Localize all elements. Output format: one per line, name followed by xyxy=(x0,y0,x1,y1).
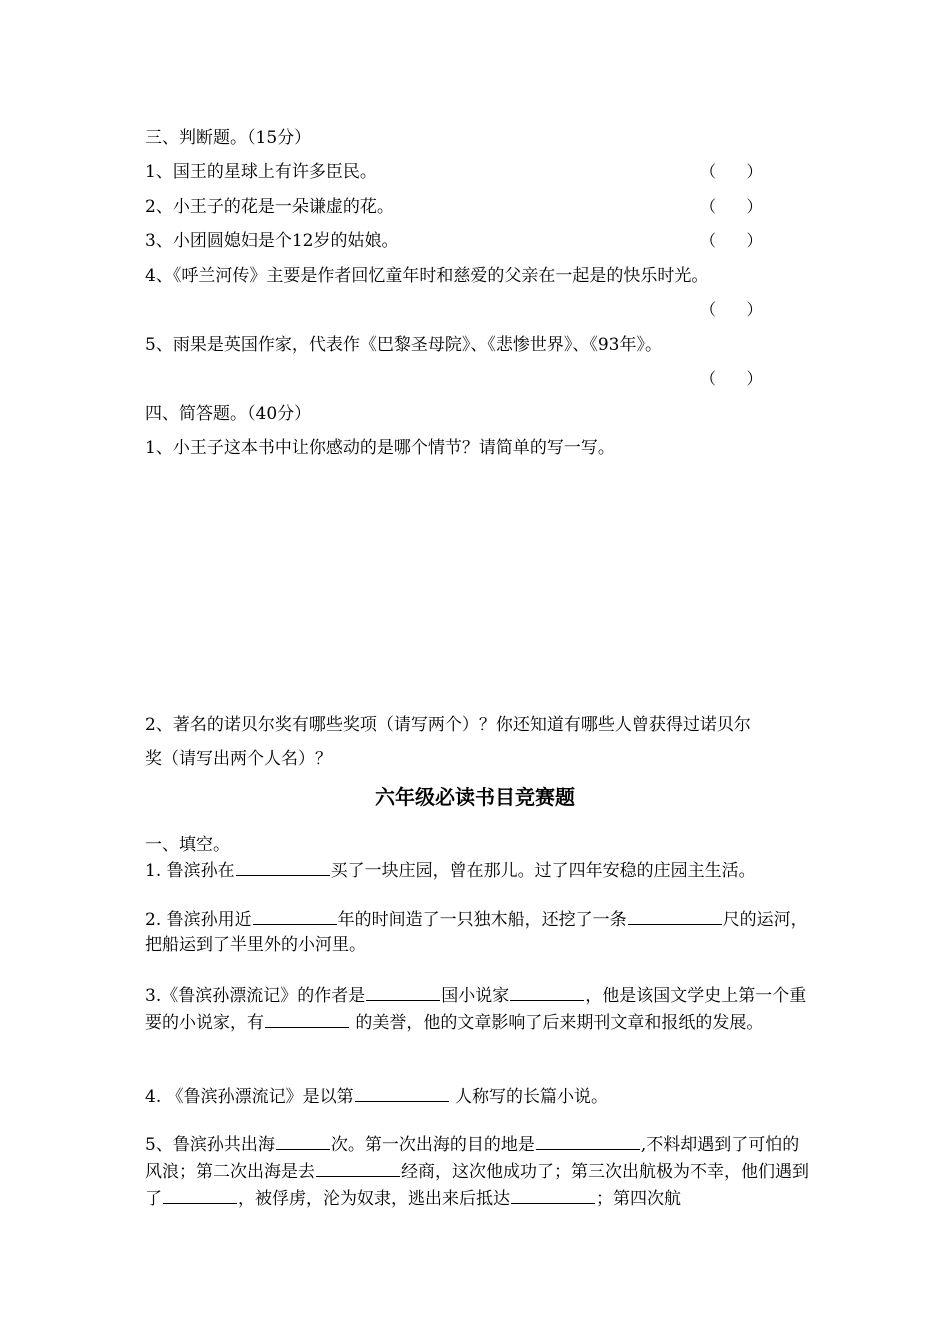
answer-blank[interactable] xyxy=(366,982,440,1001)
answer-blank[interactable] xyxy=(236,857,330,876)
fill-question-1 xyxy=(145,857,810,884)
answer-blank[interactable] xyxy=(355,1083,449,1102)
fill-question-2-text-a: 2. 鲁滨孙用近 xyxy=(145,910,252,930)
answer-blank[interactable] xyxy=(511,1185,595,1204)
fill-question-2 xyxy=(145,906,810,958)
short-answer-question-1: 1、小王子这本书中让你感动的是哪个情节？请简单的写一写。 xyxy=(145,438,615,458)
fill-question-3-text-a: 3.《鲁滨孙漂流记》的作者是 xyxy=(145,986,366,1006)
fill-question-4 xyxy=(145,1083,810,1110)
fill-question-2-text-c: 尺的运河，把船运到了半里外的小河里。 xyxy=(145,910,808,955)
fill-question-1-text-a: 1. 鲁滨孙在 xyxy=(145,861,235,881)
fill-question-3-text-b: 国小说家 xyxy=(441,986,510,1006)
fill-question-1-text-b: 买了一块庄园，曾在那儿。过了四年安稳的庄园主生活。 xyxy=(330,861,756,881)
fill-question-5-text-f: ；第四次航 xyxy=(596,1189,681,1209)
answer-blank[interactable] xyxy=(628,906,722,925)
fill-question-5-text-a: 5、鲁滨孙共出海 xyxy=(145,1135,275,1155)
tf-answer-box-5[interactable]: （ ） xyxy=(700,369,763,388)
tf-answer-box-4[interactable]: （ ） xyxy=(700,300,763,319)
tf-question-1: 1、国王的星球上有许多臣民。 xyxy=(145,162,377,182)
fill-question-5-text-b: 次。第一次出海的目的地是 xyxy=(330,1135,535,1155)
tf-question-3: 3、小团圆媳妇是个12岁的姑娘。 xyxy=(145,231,399,251)
fill-question-4-text-b: 人称写的长篇小说。 xyxy=(449,1087,609,1107)
answer-blank[interactable] xyxy=(536,1131,640,1150)
section4-heading: 四、简答题。（40分） xyxy=(145,404,312,424)
answer-blank[interactable] xyxy=(276,1131,330,1150)
fill-question-5-text-c: ,不料却遇到了可怕的风浪；第二次出海是去 xyxy=(145,1135,800,1182)
short-answer-question-2-line2: 奖（请写出两个人名）？ xyxy=(145,749,332,769)
tf-question-4: 4、《呼兰河传》主要是作者回忆童年时和慈爱的父亲在一起是的快乐时光。 xyxy=(145,266,709,286)
answer-blank[interactable] xyxy=(163,1185,237,1204)
fill-question-5 xyxy=(145,1131,810,1212)
fill-question-3-text-d: 的美誉，他的文章影响了后来期刊文章和报纸的发展。 xyxy=(350,1013,764,1033)
fill-in-section-heading: 一、填空。 xyxy=(145,835,230,855)
fill-question-5-text-e: ，被俘虏，沦为奴隶，逃出来后抵达 xyxy=(238,1189,510,1209)
tf-answer-box-3[interactable]: （ ） xyxy=(700,231,763,250)
tf-answer-box-2[interactable]: （ ） xyxy=(700,197,763,216)
tf-question-5: 5、雨果是英国作家，代表作《巴黎圣母院》、《悲惨世界》、《93年》。 xyxy=(145,335,662,355)
tf-answer-box-1[interactable]: （ ） xyxy=(700,162,763,181)
answer-blank[interactable] xyxy=(265,1009,349,1028)
fill-question-4-text-a: 4. 《鲁滨孙漂流记》是以第 xyxy=(145,1087,354,1107)
answer-blank[interactable] xyxy=(253,906,337,925)
tf-question-2: 2、小王子的花是一朵谦虚的花。 xyxy=(145,197,394,217)
answer-blank[interactable] xyxy=(510,982,584,1001)
fill-question-5-text-d: 经商，这次他成功了；第三次出航极为不幸，他们遇到了 xyxy=(145,1162,809,1209)
short-answer-question-2-line1: 2、著名的诺贝尔奖有哪些奖项（请写两个）？你还知道有哪些人曾获得过诺贝尔 xyxy=(145,715,751,735)
section3-heading: 三、判断题。（15分） xyxy=(145,128,312,148)
fill-question-3 xyxy=(145,982,810,1036)
quiz-title: 六年级必读书目竞赛题 xyxy=(375,785,575,809)
fill-question-2-text-b: 年的时间造了一只独木船，还挖了一条 xyxy=(337,910,627,930)
answer-blank[interactable] xyxy=(316,1158,400,1177)
fill-question-3-text-c: ，他是该国文学史上第一个重要的小说家，有 xyxy=(145,986,807,1033)
